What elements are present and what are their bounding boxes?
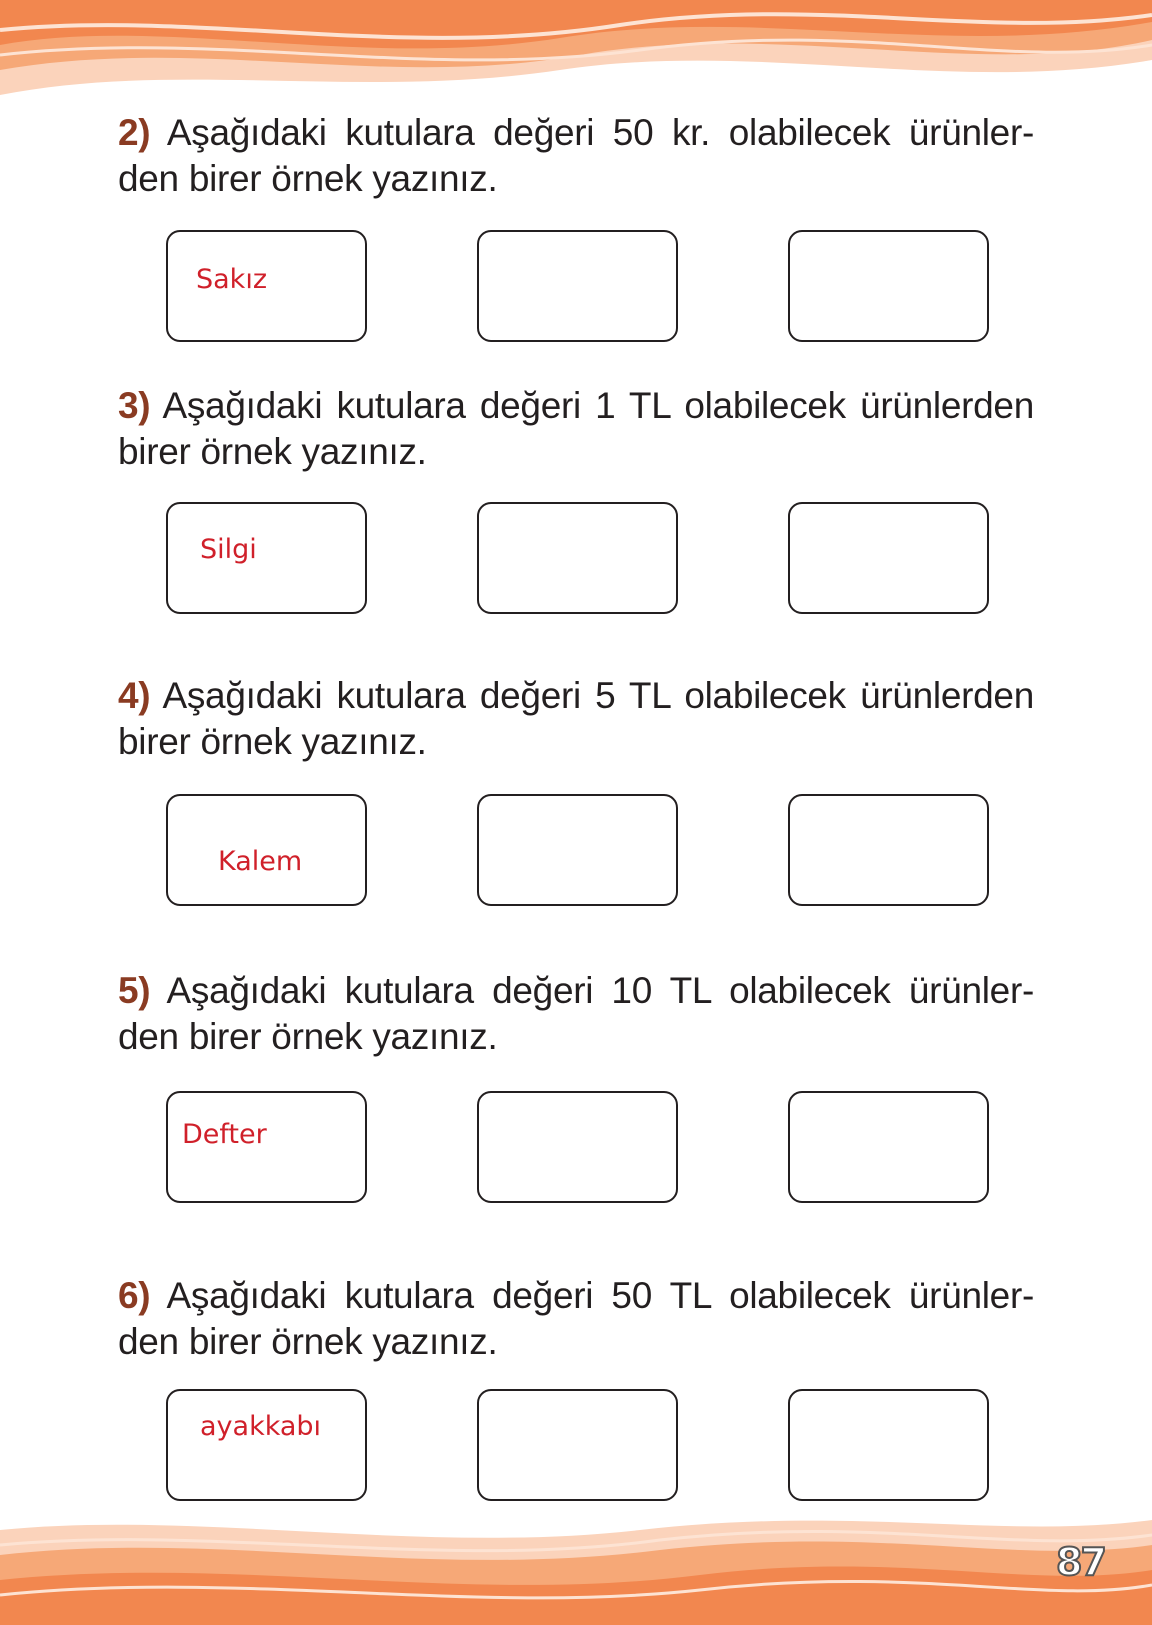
question-5	[118, 968, 1034, 1150]
question-text: 6) Aşağıdaki kutulara değeri 50 TL olabilecek ürünler-den birer örnek yazınız.	[118, 1275, 1034, 1362]
answer-box-3[interactable]	[788, 1389, 989, 1501]
answer-box-3[interactable]	[788, 794, 989, 906]
question-number: 3)	[118, 385, 151, 426]
top-wave-decoration	[0, 0, 1152, 110]
question-number: 6)	[118, 1275, 151, 1316]
answer-box-1[interactable]	[166, 230, 367, 342]
question-number: 4)	[118, 675, 151, 716]
question-4	[118, 673, 1034, 877]
answer-box-3[interactable]	[788, 502, 989, 614]
question-text: 5) Aşağıdaki kutulara değeri 10 TL olabilecek ürünler-den birer örnek yazınız.	[118, 970, 1034, 1057]
answer-box-3[interactable]	[788, 230, 989, 342]
answer-text: Silgi	[200, 534, 257, 565]
answer-box-2[interactable]	[477, 1389, 678, 1501]
answer-box-1[interactable]	[166, 502, 367, 614]
question-2	[118, 110, 1034, 295]
answer-text: ayakkabı	[200, 1411, 322, 1442]
answer-box-2[interactable]	[477, 794, 678, 906]
bottom-wave-decoration	[0, 1510, 1152, 1625]
question-3	[118, 383, 1034, 565]
question-number: 5)	[118, 970, 151, 1011]
question-text: 2) Aşağıdaki kutulara değeri 50 kr. olabilecek ürünler-den birer örnek yazınız.	[118, 112, 1034, 199]
question-6	[118, 1273, 1034, 1442]
question-number: 2)	[118, 112, 151, 153]
page-number: 87	[1056, 1540, 1105, 1584]
question-text: 4) Aşağıdaki kutulara değeri 5 TL olabilecek ürünlerden birer örnek yazınız.	[118, 675, 1034, 762]
answer-box-1[interactable]	[166, 794, 367, 906]
answer-box-2[interactable]	[477, 230, 678, 342]
answer-text: Kalem	[218, 846, 303, 877]
question-text: 3) Aşağıdaki kutulara değeri 1 TL olabilecek ürünlerden birer örnek yazınız.	[118, 385, 1034, 472]
answer-box-2[interactable]	[477, 1091, 678, 1203]
answer-text: Sakız	[196, 264, 267, 295]
answer-box-3[interactable]	[788, 1091, 989, 1203]
answer-text: Defter	[182, 1119, 267, 1150]
answer-box-1[interactable]	[166, 1091, 367, 1203]
answer-box-2[interactable]	[477, 502, 678, 614]
answer-box-1[interactable]	[166, 1389, 367, 1501]
